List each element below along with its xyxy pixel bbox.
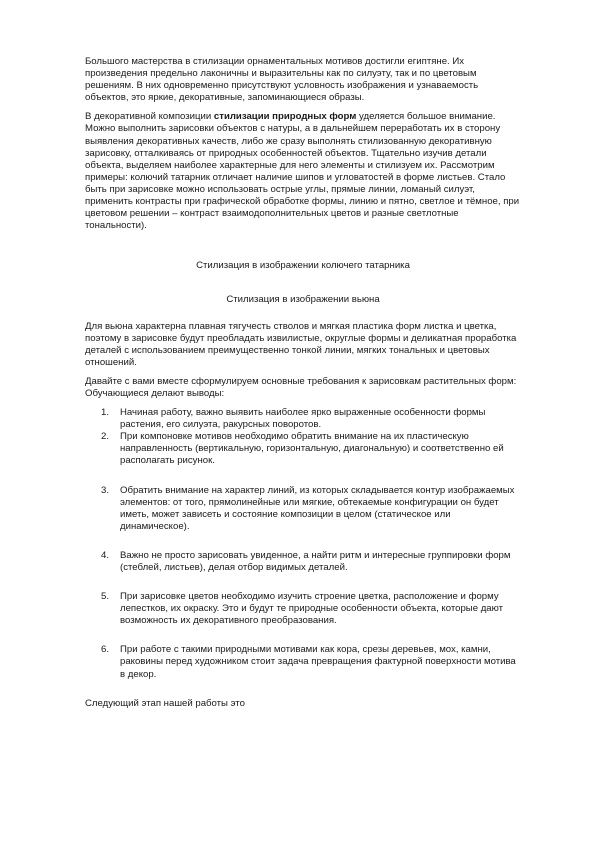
list-item-number: 4. [101,549,110,561]
list-item [85,407,521,431]
list-item-number: 6. [101,644,110,656]
list-item-text: При работе с такими природными мотивами как кора, срезы деревьев, мох, камни, раковины перед художником стоит задача превращения фактурной поверхности мотива в декор. [120,644,516,680]
paragraph-requirements-intro: Давайте с вами вместе сформулируем основные требования к зарисовкам растительных форм: Обучающиеся делают выводы: [85,375,517,399]
list-item-number: 5. [101,591,110,603]
document-page [85,56,521,710]
list-item-number: 2. [101,431,110,443]
list-item [85,431,521,467]
list-item [85,485,521,533]
paragraph-stylization-pre: В декоративной композиции [85,111,214,123]
paragraph-stylization [85,111,521,232]
requirements-list [85,407,521,681]
list-item-text: При компоновке мотивов необходимо обратить внимание на их пластическую направленность (вертикальную, горизонтальную, диагональную) и соответственно ей располагать рисунок. [120,431,504,467]
paragraph-vyun: Для вьюна характерна плавная тягучесть стволов и мягкая пластика форм листка и цветка, поэтому в зарисовке будут преобладать извилистые, округлые формы и деликатная проработка деталей с использованием преимущественно тонкой линии, мягких тональных и цветовых отношений. [85,320,517,368]
list-item [85,644,521,680]
list-item-text: Обратить внимание на характер линий, из которых складывается контур изображаемых элементов: от того, прямолинейные или мягкие, обтекаемые конфигурации он будет иметь, может зависеть и состояние композиции в целом (статическое или динамическое). [120,484,515,532]
list-item [85,550,521,574]
list-item-number: 3. [101,484,110,496]
paragraph-stylization-bold: стилизации природных форм [213,111,357,123]
paragraph-egyptians: Большого мастерства в стилизации орнаментальных мотивов достигли египтяне. Их произведения предельно лаконичны и выразительны как по силуэту, так и по цветовым решениям. В них одновременно присутствуют условность изображения и узнаваемость объектов, это яркие, декоративные, запоминающиеся образы. [85,56,479,104]
list-item-text: При зарисовке цветов необходимо изучить строение цветка, расположение и форму лепестков, их окраску. Это и будут те природные особенности объекта, которые дают возможность их декоративного преобразования. [120,591,504,627]
list-item-text: Важно не просто зарисовать увиденное, а найти ритм и интересные группировки форм (стеблей, листьев), делая отбор видимых деталей. [120,549,511,573]
paragraph-stylization-post: уделяется большое внимание. Можно выполнить зарисовки объектов с натуры, а в дальнейшем переработать их в сторону выявления декоративных качеств, либо же сразу выполнять стилизованную декоративную зарисовку, отталкиваясь от природных особенностей объектов. Тщательно изучив детали объекта, выделяем наиболее характерные для него элементы и стилизуем их. Рассмотрим примеры: колючий татарник отличает наличие шипов и угловатостей в форме листьев. Стало быть при зарисовке можно использовать острые углы, прямые линии, ломаный силуэт, применить контрасты при графической обработке формы, линию и пятно, светлое и тёмное, при цветовом решении – контраст взаимодополнительных цветов и разные светлотные тональности). [85,111,520,232]
caption-vyun: Стилизация в изображении вьюна [226,294,380,306]
list-item [85,591,521,627]
list-item-number: 1. [101,407,110,419]
paragraph-next-stage: Следующий этап нашей работы это [85,697,245,709]
list-item-text: Начиная работу, важно выявить наиболее ярко выраженные особенности формы растения, его силуэта, ракурсных поворотов. [120,407,486,431]
caption-tatarnik: Стилизация в изображении колючего татарника [196,260,410,272]
